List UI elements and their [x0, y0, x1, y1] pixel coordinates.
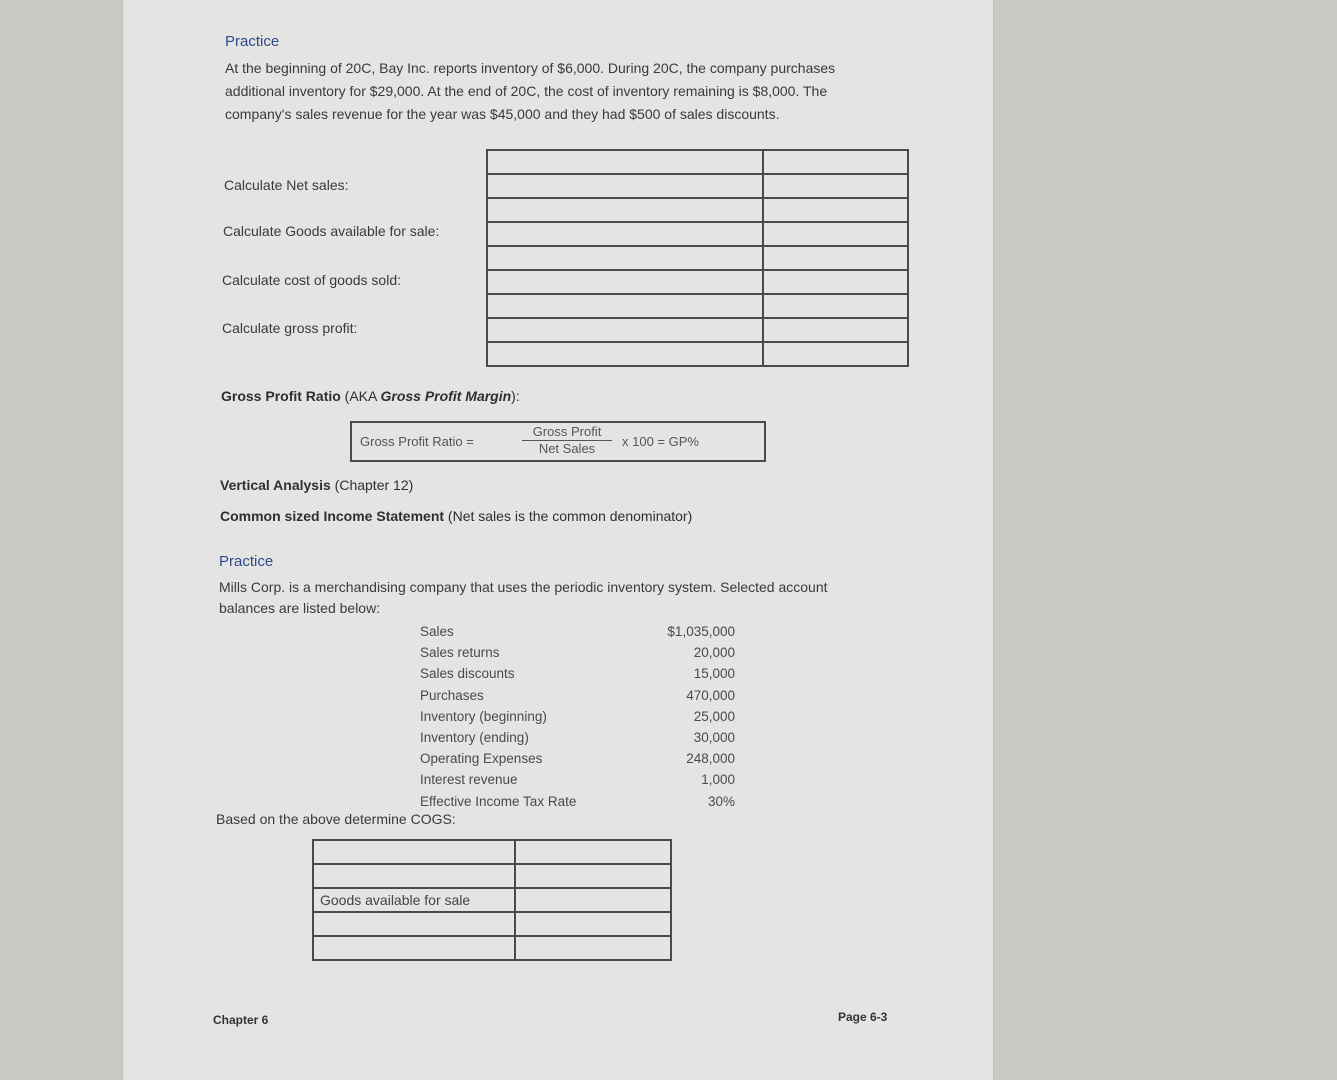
goods-available-label: Goods available for sale — [313, 888, 515, 912]
account-balances-list — [420, 621, 740, 812]
formula-denominator: Net Sales — [538, 441, 596, 456]
answer-table-1 — [486, 149, 909, 367]
practice-heading-1: Practice — [225, 33, 280, 50]
footer-chapter: Chapter 6 — [213, 1013, 269, 1027]
answer-cell[interactable] — [763, 294, 908, 318]
practice-paragraph-2: Mills Corp. is a merchandising company that uses the periodic inventory system. Selected account balances are listed below: — [219, 579, 828, 616]
answer-cell[interactable] — [515, 840, 671, 864]
answer-cell[interactable] — [487, 222, 763, 246]
account-row: Sales $1,035,000 — [420, 624, 735, 639]
question-net-sales: Calculate Net sales: — [224, 177, 349, 193]
vertical-analysis-heading: Vertical Analysis (Chapter 12) — [220, 477, 414, 493]
answer-cell[interactable] — [763, 270, 908, 294]
answer-cell[interactable] — [515, 888, 671, 912]
answer-cell[interactable] — [313, 912, 515, 936]
answer-cell[interactable] — [763, 342, 908, 366]
answer-cell[interactable] — [763, 174, 908, 198]
account-row: Operating Expenses 248,000 — [420, 751, 735, 767]
formula-label: Gross Profit Ratio = — [360, 434, 474, 449]
account-row: Sales returns 20,000 — [420, 645, 735, 661]
answer-cell[interactable] — [763, 222, 908, 246]
answer-cell[interactable] — [313, 864, 515, 888]
formula-numerator: Gross Profit — [522, 424, 612, 441]
gross-profit-formula-box — [350, 421, 766, 462]
answer-cell[interactable] — [487, 174, 763, 198]
answer-cell[interactable] — [763, 246, 908, 270]
gross-profit-heading: Gross Profit Ratio (AKA Gross Profit Margin): — [221, 388, 520, 404]
answer-cell[interactable] — [487, 270, 763, 294]
question-cogs: Calculate cost of goods sold: — [222, 272, 401, 288]
question-gross-profit: Calculate gross profit: — [222, 320, 358, 336]
formula-multiplier: x 100 = GP% — [622, 434, 699, 449]
answer-cell[interactable] — [313, 840, 515, 864]
account-row: Inventory (beginning) 25,000 — [420, 708, 735, 724]
answer-cell[interactable] — [487, 198, 763, 222]
cogs-prompt: Based on the above determine COGS: — [216, 811, 456, 827]
answer-cell[interactable] — [313, 936, 515, 960]
common-sized-heading: Common sized Income Statement (Net sales is the common denominator) — [220, 508, 693, 524]
footer-page-number: Page 6-3 — [838, 1010, 888, 1024]
answer-cell[interactable] — [487, 342, 763, 366]
answer-cell[interactable] — [515, 864, 671, 888]
answer-cell[interactable] — [487, 294, 763, 318]
answer-cell[interactable] — [487, 246, 763, 270]
answer-table-2 — [312, 839, 672, 961]
answer-cell[interactable] — [487, 318, 763, 342]
answer-cell[interactable] — [487, 150, 763, 174]
answer-cell[interactable] — [763, 150, 908, 174]
account-row: Purchases 470,000 — [420, 687, 735, 703]
answer-cell[interactable] — [763, 318, 908, 342]
question-goods-available: Calculate Goods available for sale: — [223, 223, 440, 239]
formula-fraction — [522, 424, 612, 456]
account-row: Interest revenue 1,000 — [420, 772, 735, 788]
account-row: Effective Income Tax Rate 30% — [420, 793, 735, 809]
account-row: Inventory (ending) 30,000 — [420, 730, 735, 746]
answer-cell[interactable] — [515, 936, 671, 960]
answer-cell[interactable] — [515, 912, 671, 936]
account-row: Sales discounts 15,000 — [420, 666, 735, 682]
practice-paragraph-1: At the beginning of 20C, Bay Inc. reports inventory of $6,000. During 20C, the company purchases additional inventory for $29,000. At the end of 20C, the cost of inventory remaining is $8,000. The company's sales revenue for the year was $45,000 and they had $500 of sales discounts. — [225, 60, 836, 122]
practice-heading-2: Practice — [219, 553, 274, 570]
answer-cell[interactable] — [763, 198, 908, 222]
